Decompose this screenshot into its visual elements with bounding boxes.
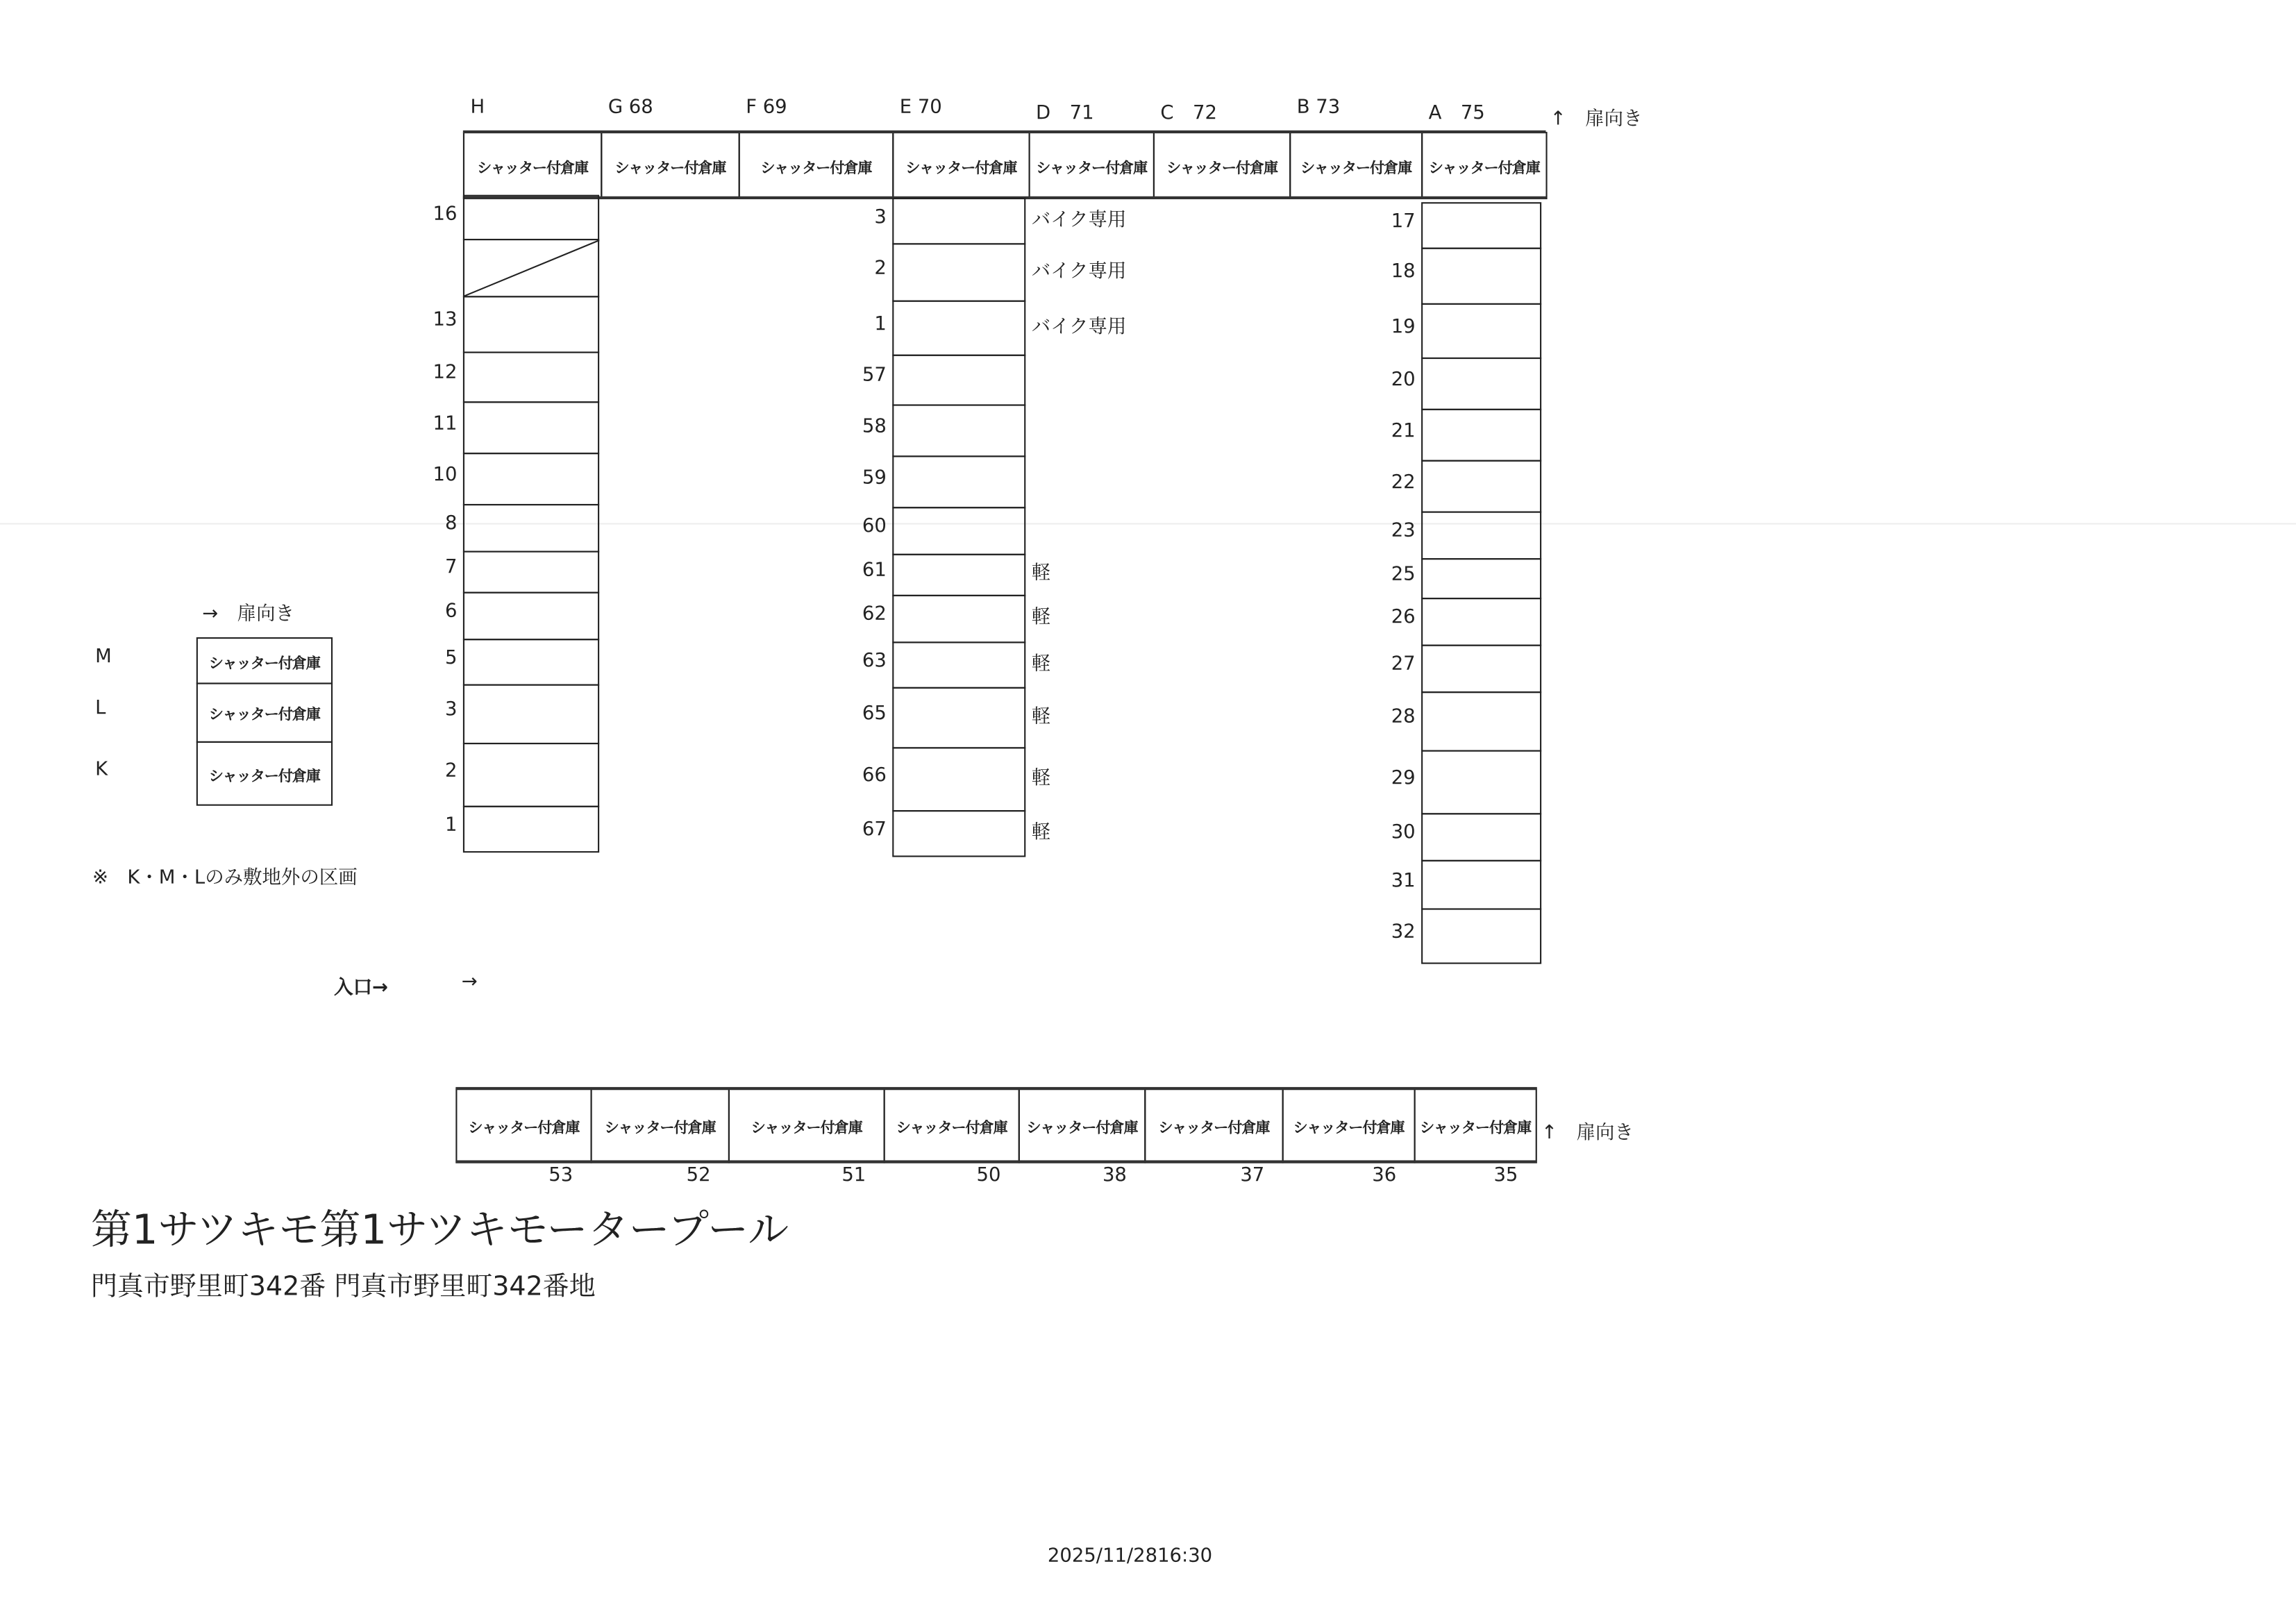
shutter-warehouse-space: シャッター付倉庫 — [196, 637, 333, 684]
parking-space — [1421, 860, 1541, 910]
parking-space — [463, 401, 599, 454]
space-number: 22 — [1391, 471, 1416, 494]
shutter-warehouse-space: シャッター付倉庫 — [455, 1088, 592, 1163]
space-number: 53 — [548, 1164, 573, 1187]
entrance-arrow: → — [461, 971, 478, 993]
parking-space — [463, 743, 599, 807]
space-number: 38 — [1102, 1164, 1127, 1187]
space-number: 52 — [686, 1164, 711, 1187]
column-label: C 72 — [1160, 102, 1217, 125]
space-number: 66 — [862, 764, 887, 787]
offsite-note: ※ K・M・Lのみ敷地外の区画 — [92, 867, 358, 890]
parking-space — [463, 806, 599, 853]
space-number: 1 — [874, 312, 887, 335]
parking-space — [892, 507, 1025, 555]
space-number: 58 — [862, 415, 887, 437]
parking-space — [892, 747, 1025, 812]
parking-space — [892, 595, 1025, 644]
parking-space — [1421, 460, 1541, 513]
space-number: 10 — [433, 463, 458, 486]
parking-space — [1421, 908, 1541, 964]
shutter-warehouse-space: シャッター付倉庫 — [196, 682, 333, 743]
space-number: 30 — [1391, 821, 1416, 844]
shutter-warehouse-space: シャッター付倉庫 — [739, 132, 894, 199]
shutter-warehouse-space: シャッター付倉庫 — [1019, 1088, 1146, 1163]
space-note: 軽 — [1031, 606, 1051, 629]
column-label: H — [470, 96, 485, 119]
space-number: 29 — [1391, 766, 1416, 789]
parking-space — [892, 810, 1025, 857]
shutter-warehouse-space: シャッター付倉庫 — [884, 1088, 1020, 1163]
space-number: 31 — [1391, 869, 1416, 892]
page-title: 第1サツキモ第1サツキモータープール — [90, 1205, 789, 1254]
scan-artifact-line — [0, 523, 2296, 524]
diagonal-blocked-space — [463, 239, 601, 297]
parking-space — [892, 198, 1025, 245]
space-number: 35 — [1493, 1164, 1518, 1187]
space-number: 67 — [862, 818, 887, 841]
shutter-warehouse-space: シャッター付倉庫 — [1282, 1088, 1416, 1163]
parking-space — [463, 351, 599, 403]
parking-space — [1421, 750, 1541, 815]
space-number: 16 — [433, 203, 458, 226]
bottom-border-line — [455, 1087, 1536, 1090]
parking-space — [1421, 202, 1541, 249]
shutter-warehouse-space: シャッター付倉庫 — [1144, 1088, 1283, 1163]
parking-space — [1421, 645, 1541, 693]
parking-space — [892, 554, 1025, 596]
space-number: 2 — [874, 257, 887, 280]
space-number: 27 — [1391, 653, 1416, 675]
shutter-warehouse-space: シャッター付倉庫 — [1153, 132, 1291, 199]
parking-space — [1421, 409, 1541, 462]
entrance-label: 入口→ — [334, 977, 389, 1000]
column-label: B 73 — [1296, 96, 1341, 119]
parking-space — [463, 592, 599, 641]
space-number: 51 — [841, 1164, 866, 1187]
parking-space — [892, 301, 1025, 356]
space-note: 軽 — [1031, 821, 1051, 843]
address: 門真市野里町342番 門真市野里町342番地 — [90, 1271, 596, 1303]
top-border-line — [463, 131, 1546, 133]
space-number: 50 — [976, 1164, 1001, 1187]
space-number: 37 — [1240, 1164, 1265, 1187]
parking-space — [1421, 691, 1541, 752]
column-label: F 69 — [746, 96, 787, 119]
parking-space — [1421, 358, 1541, 410]
space-number: 19 — [1391, 315, 1416, 338]
space-note: 軽 — [1031, 562, 1051, 585]
row-label: L — [95, 697, 106, 720]
space-number: 63 — [862, 649, 887, 672]
space-number: 28 — [1391, 706, 1416, 728]
space-number: 5 — [444, 646, 458, 669]
space-note: 軽 — [1031, 705, 1051, 728]
row-label: K — [95, 758, 108, 780]
space-number: 2 — [444, 759, 458, 782]
space-number: 13 — [433, 309, 458, 331]
parking-space — [892, 404, 1025, 457]
space-number: 3 — [444, 698, 458, 721]
parking-space — [1421, 512, 1541, 560]
parking-space — [1421, 303, 1541, 359]
parking-space — [892, 455, 1025, 508]
timestamp: 2025/11/2816:30 — [1047, 1545, 1213, 1568]
top-door-direction-note: ↑ 扉向き — [1550, 108, 1643, 131]
space-number: 23 — [1391, 520, 1416, 542]
space-number: 1 — [444, 814, 458, 836]
parking-space — [463, 504, 599, 553]
space-number: 32 — [1391, 920, 1416, 943]
space-note: 軽 — [1031, 653, 1051, 675]
space-number: 65 — [862, 702, 887, 725]
shutter-warehouse-space: シャッター付倉庫 — [1414, 1088, 1537, 1163]
parking-space — [1421, 558, 1541, 599]
parking-space — [463, 639, 599, 686]
space-number: 59 — [862, 466, 887, 489]
parking-space — [892, 641, 1025, 689]
space-number: 61 — [862, 560, 887, 582]
space-number: 36 — [1372, 1164, 1397, 1187]
shutter-warehouse-space: シャッター付倉庫 — [1289, 132, 1423, 199]
space-note: 軽 — [1031, 766, 1051, 789]
parking-space — [463, 296, 599, 353]
space-number: 26 — [1391, 606, 1416, 629]
column-label: D 71 — [1036, 102, 1094, 125]
shutter-warehouse-space: シャッター付倉庫 — [1029, 132, 1155, 199]
space-note: バイク専用 — [1031, 260, 1127, 283]
parking-space — [892, 355, 1025, 406]
parking-space — [463, 195, 599, 240]
shutter-warehouse-space: シャッター付倉庫 — [1421, 132, 1547, 199]
row-label: M — [95, 645, 112, 668]
space-number: 6 — [444, 600, 458, 623]
space-number: 11 — [433, 412, 458, 435]
space-number: 3 — [874, 206, 887, 229]
space-number: 25 — [1391, 563, 1416, 586]
space-number: 8 — [444, 512, 458, 535]
parking-space — [463, 453, 599, 505]
parking-space — [1421, 813, 1541, 861]
space-number: 18 — [1391, 260, 1416, 283]
space-number: 20 — [1391, 368, 1416, 391]
parking-space — [892, 243, 1025, 301]
parking-space — [463, 551, 599, 594]
shutter-warehouse-space: シャッター付倉庫 — [590, 1088, 729, 1163]
column-label: E 70 — [899, 96, 942, 119]
space-number: 7 — [444, 556, 458, 579]
parking-space — [1421, 598, 1541, 646]
parking-space — [463, 684, 599, 745]
space-number: 21 — [1391, 419, 1416, 442]
column-label: G 68 — [607, 96, 653, 119]
parking-space — [1421, 248, 1541, 305]
bottom-border-line — [455, 1160, 1536, 1163]
shutter-warehouse-space: シャッター付倉庫 — [463, 132, 602, 199]
space-note: バイク専用 — [1031, 208, 1127, 231]
shutter-warehouse-space: シャッター付倉庫 — [601, 132, 739, 199]
side-door-direction-note: → 扉向き — [202, 603, 294, 626]
space-number: 60 — [862, 515, 887, 538]
shutter-warehouse-space: シャッター付倉庫 — [892, 132, 1030, 199]
bottom-door-direction-note: ↑ 扉向き — [1541, 1122, 1634, 1145]
column-label: A 75 — [1428, 102, 1485, 125]
space-number: 12 — [433, 362, 458, 384]
space-note: バイク専用 — [1031, 315, 1127, 338]
space-number: 17 — [1391, 210, 1416, 233]
space-number: 62 — [862, 603, 887, 626]
space-number: 57 — [862, 364, 887, 387]
shutter-warehouse-space: シャッター付倉庫 — [728, 1088, 885, 1163]
parking-space — [892, 687, 1025, 749]
shutter-warehouse-space: シャッター付倉庫 — [196, 741, 333, 806]
